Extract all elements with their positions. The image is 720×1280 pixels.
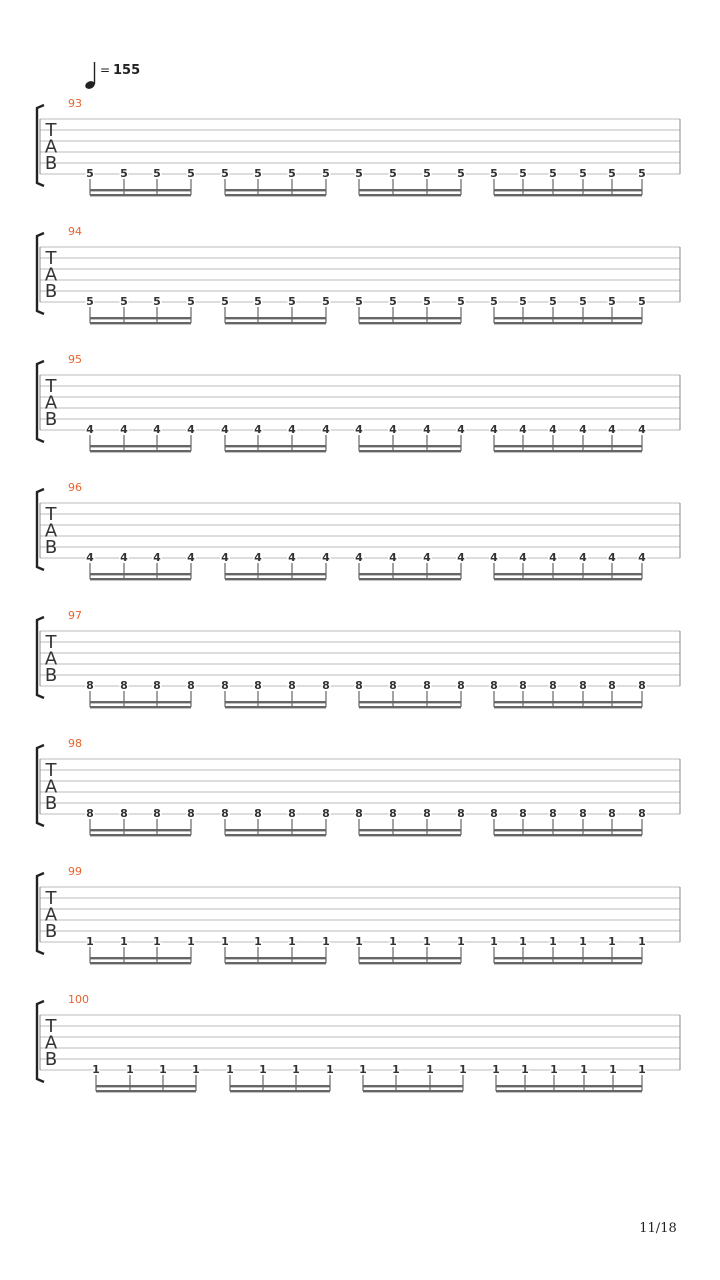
fret-number: 5 [638, 295, 646, 308]
fret-number: 5 [608, 295, 616, 308]
beam [494, 957, 642, 959]
fret-number: 4 [519, 423, 527, 436]
tab-clef-letter: T [45, 1016, 57, 1037]
beam [90, 701, 191, 703]
beam [494, 573, 642, 575]
fret-number: 8 [120, 807, 128, 820]
tab-clef-letter: T [45, 120, 57, 141]
measure-number: 94 [68, 225, 82, 238]
fret-number: 4 [608, 551, 616, 564]
beam [494, 445, 642, 447]
beam [225, 701, 326, 703]
fret-number: 4 [519, 551, 527, 564]
fret-number: 5 [120, 295, 128, 308]
fret-number: 8 [187, 679, 195, 692]
fret-number: 1 [254, 935, 262, 948]
fret-number: 5 [187, 295, 195, 308]
fret-number: 5 [638, 167, 646, 180]
fret-number: 5 [549, 295, 557, 308]
measure-number: 100 [68, 993, 89, 1006]
beam [225, 829, 326, 831]
fret-number: 1 [226, 1063, 234, 1076]
beam [359, 957, 461, 959]
measure-number: 99 [68, 865, 82, 878]
fret-number: 4 [355, 551, 363, 564]
fret-number: 4 [490, 423, 498, 436]
beam [494, 962, 642, 964]
beam [494, 450, 642, 452]
fret-number: 5 [355, 167, 363, 180]
tab-system [37, 481, 680, 580]
fret-number: 1 [92, 1063, 100, 1076]
beam [363, 1090, 463, 1092]
fret-number: 1 [459, 1063, 467, 1076]
fret-number: 4 [288, 423, 296, 436]
measure-number: 97 [68, 609, 82, 622]
beam [90, 834, 191, 836]
fret-number: 4 [187, 423, 195, 436]
tab-system [37, 865, 680, 964]
beam [96, 1085, 196, 1087]
fret-number: 4 [288, 551, 296, 564]
fret-number: 8 [519, 807, 527, 820]
tab-clef-letter: B [44, 537, 58, 558]
beam [225, 834, 326, 836]
beam [90, 706, 191, 708]
beam [494, 322, 642, 324]
tab-clef-letter: B [44, 665, 58, 686]
fret-number: 8 [86, 807, 94, 820]
tab-clef-letter: T [45, 760, 57, 781]
fret-number: 1 [608, 935, 616, 948]
fret-number: 8 [221, 807, 229, 820]
fret-number: 8 [120, 679, 128, 692]
fret-number: 5 [423, 295, 431, 308]
tab-clef-letter: B [44, 409, 58, 430]
fret-number: 4 [638, 423, 646, 436]
fret-number: 1 [392, 1063, 400, 1076]
tab-clef-letter: A [44, 264, 58, 286]
beam [225, 962, 326, 964]
fret-number: 1 [192, 1063, 200, 1076]
fret-number: 8 [579, 807, 587, 820]
beam [359, 962, 461, 964]
fret-number: 1 [120, 935, 128, 948]
beam [359, 450, 461, 452]
fret-number: 8 [389, 807, 397, 820]
fret-number: 4 [608, 423, 616, 436]
tab-clef-letter: T [45, 632, 57, 653]
beam [359, 445, 461, 447]
fret-number: 1 [259, 1063, 267, 1076]
fret-number: 4 [389, 551, 397, 564]
fret-number: 4 [120, 551, 128, 564]
beam [225, 189, 326, 191]
fret-number: 8 [355, 807, 363, 820]
fret-number: 5 [423, 167, 431, 180]
tab-clef-letter: B [44, 281, 58, 302]
fret-number: 4 [86, 551, 94, 564]
beam [494, 706, 642, 708]
fret-number: 4 [355, 423, 363, 436]
fret-number: 8 [490, 679, 498, 692]
tab-clef-letter: A [44, 776, 58, 798]
fret-number: 8 [490, 807, 498, 820]
fret-number: 5 [254, 295, 262, 308]
tab-system [37, 353, 680, 452]
fret-number: 1 [187, 935, 195, 948]
tab-clef-letter: A [44, 520, 58, 542]
fret-number: 8 [322, 807, 330, 820]
fret-number: 5 [288, 167, 296, 180]
fret-number: 1 [221, 935, 229, 948]
beam [230, 1085, 330, 1087]
fret-number: 8 [608, 679, 616, 692]
beam [90, 450, 191, 452]
fret-number: 4 [423, 423, 431, 436]
beam [90, 445, 191, 447]
tab-clef-letter: A [44, 392, 58, 414]
tempo-value: 155 [113, 63, 141, 78]
fret-number: 1 [550, 1063, 558, 1076]
fret-number: 4 [322, 423, 330, 436]
fret-number: 5 [519, 167, 527, 180]
beam [494, 701, 642, 703]
fret-number: 5 [86, 167, 94, 180]
fret-number: 8 [254, 807, 262, 820]
fret-number: 1 [355, 935, 363, 948]
beam [225, 450, 326, 452]
fret-number: 1 [519, 935, 527, 948]
beam [494, 834, 642, 836]
measure-number: 95 [68, 353, 82, 366]
beam [90, 322, 191, 324]
fret-number: 4 [457, 551, 465, 564]
tab-clef-letter: T [45, 504, 57, 525]
tab-system [37, 737, 680, 836]
fret-number: 4 [423, 551, 431, 564]
fret-number: 8 [288, 807, 296, 820]
fret-number: 8 [549, 807, 557, 820]
fret-number: 4 [153, 423, 161, 436]
fret-number: 5 [254, 167, 262, 180]
fret-number: 8 [423, 679, 431, 692]
fret-number: 1 [521, 1063, 529, 1076]
beam [359, 317, 461, 319]
fret-number: 8 [423, 807, 431, 820]
tab-clef-letter: B [44, 1049, 58, 1070]
beam [359, 829, 461, 831]
beam [90, 962, 191, 964]
tab-system [37, 993, 680, 1092]
beam [90, 957, 191, 959]
fret-number: 4 [549, 423, 557, 436]
beam [359, 322, 461, 324]
fret-number: 5 [457, 167, 465, 180]
beam [96, 1090, 196, 1092]
tab-clef-letter: T [45, 248, 57, 269]
fret-number: 5 [221, 295, 229, 308]
fret-number: 8 [389, 679, 397, 692]
tab-clef-letter: T [45, 376, 57, 397]
fret-number: 8 [254, 679, 262, 692]
fret-number: 8 [187, 807, 195, 820]
fret-number: 8 [457, 807, 465, 820]
fret-number: 4 [86, 423, 94, 436]
fret-number: 1 [638, 1063, 646, 1076]
fret-number: 4 [254, 423, 262, 436]
tab-system [37, 225, 680, 324]
fret-number: 4 [579, 423, 587, 436]
beam [359, 573, 461, 575]
beam [359, 701, 461, 703]
fret-number: 1 [579, 935, 587, 948]
fret-number: 5 [221, 167, 229, 180]
fret-number: 8 [153, 807, 161, 820]
fret-number: 8 [86, 679, 94, 692]
fret-number: 5 [120, 167, 128, 180]
beam [359, 578, 461, 580]
tab-clef-letter: B [44, 921, 58, 942]
fret-number: 8 [355, 679, 363, 692]
beam [90, 317, 191, 319]
fret-number: 5 [355, 295, 363, 308]
fret-number: 8 [608, 807, 616, 820]
fret-number: 5 [322, 167, 330, 180]
beam [90, 189, 191, 191]
fret-number: 5 [389, 295, 397, 308]
fret-number: 1 [359, 1063, 367, 1076]
fret-number: 5 [490, 295, 498, 308]
fret-number: 4 [221, 423, 229, 436]
fret-number: 8 [579, 679, 587, 692]
fret-number: 5 [579, 167, 587, 180]
fret-number: 8 [549, 679, 557, 692]
beam [359, 194, 461, 196]
beam [496, 1090, 642, 1092]
fret-number: 5 [389, 167, 397, 180]
fret-number: 5 [608, 167, 616, 180]
page-number: 11/18 [639, 1221, 677, 1236]
fret-number: 4 [638, 551, 646, 564]
beam [225, 706, 326, 708]
fret-number: 5 [322, 295, 330, 308]
fret-number: 1 [322, 935, 330, 948]
fret-number: 8 [638, 807, 646, 820]
beam [225, 322, 326, 324]
fret-number: 8 [519, 679, 527, 692]
fret-number: 1 [457, 935, 465, 948]
fret-number: 1 [490, 935, 498, 948]
fret-number: 1 [609, 1063, 617, 1076]
tab-clef-letter: A [44, 904, 58, 926]
fret-number: 4 [153, 551, 161, 564]
beam [496, 1085, 642, 1087]
fret-number: 1 [580, 1063, 588, 1076]
beam [225, 317, 326, 319]
beam [225, 194, 326, 196]
fret-number: 4 [187, 551, 195, 564]
fret-number: 4 [490, 551, 498, 564]
beam [225, 445, 326, 447]
fret-number: 1 [126, 1063, 134, 1076]
fret-number: 8 [221, 679, 229, 692]
tab-clef-letter: A [44, 1032, 58, 1054]
beam [359, 189, 461, 191]
beam [230, 1090, 330, 1092]
tab-clef-letter: A [44, 648, 58, 670]
tab-clef-letter: B [44, 793, 58, 814]
tab-system [37, 609, 680, 708]
fret-number: 1 [288, 935, 296, 948]
fret-number: 5 [288, 295, 296, 308]
beam [90, 573, 191, 575]
tab-clef-letter: T [45, 888, 57, 909]
fret-number: 4 [549, 551, 557, 564]
fret-number: 5 [153, 167, 161, 180]
measure-number: 96 [68, 481, 82, 494]
beam [225, 578, 326, 580]
beam [494, 829, 642, 831]
beam [494, 194, 642, 196]
fret-number: 8 [457, 679, 465, 692]
fret-number: 5 [153, 295, 161, 308]
fret-number: 1 [153, 935, 161, 948]
fret-number: 4 [322, 551, 330, 564]
beam [359, 834, 461, 836]
fret-number: 5 [86, 295, 94, 308]
tempo-marking [84, 62, 140, 90]
fret-number: 1 [423, 935, 431, 948]
fret-number: 1 [326, 1063, 334, 1076]
beam [359, 706, 461, 708]
measure-number: 93 [68, 97, 82, 110]
fret-number: 5 [519, 295, 527, 308]
fret-number: 4 [389, 423, 397, 436]
fret-number: 1 [159, 1063, 167, 1076]
tab-clef-letter: B [44, 153, 58, 174]
fret-number: 5 [549, 167, 557, 180]
fret-number: 5 [490, 167, 498, 180]
fret-number: 1 [389, 935, 397, 948]
fret-number: 4 [254, 551, 262, 564]
fret-number: 5 [579, 295, 587, 308]
fret-number: 1 [638, 935, 646, 948]
beam [494, 317, 642, 319]
beam [225, 957, 326, 959]
fret-number: 4 [457, 423, 465, 436]
fret-number: 1 [86, 935, 94, 948]
fret-number: 1 [426, 1063, 434, 1076]
beam [90, 194, 191, 196]
fret-number: 8 [638, 679, 646, 692]
fret-number: 5 [457, 295, 465, 308]
beam [363, 1085, 463, 1087]
fret-number: 8 [322, 679, 330, 692]
fret-number: 1 [549, 935, 557, 948]
tempo-equals: = [100, 63, 111, 77]
fret-number: 4 [221, 551, 229, 564]
fret-number: 4 [120, 423, 128, 436]
fret-number: 1 [492, 1063, 500, 1076]
fret-number: 8 [288, 679, 296, 692]
beam [494, 578, 642, 580]
beam [225, 573, 326, 575]
fret-number: 1 [292, 1063, 300, 1076]
tab-clef-letter: A [44, 136, 58, 158]
fret-number: 8 [153, 679, 161, 692]
beam [90, 578, 191, 580]
fret-number: 4 [579, 551, 587, 564]
beam [494, 189, 642, 191]
tab-system [37, 97, 680, 196]
measure-number: 98 [68, 737, 82, 750]
fret-number: 5 [187, 167, 195, 180]
beam [90, 829, 191, 831]
